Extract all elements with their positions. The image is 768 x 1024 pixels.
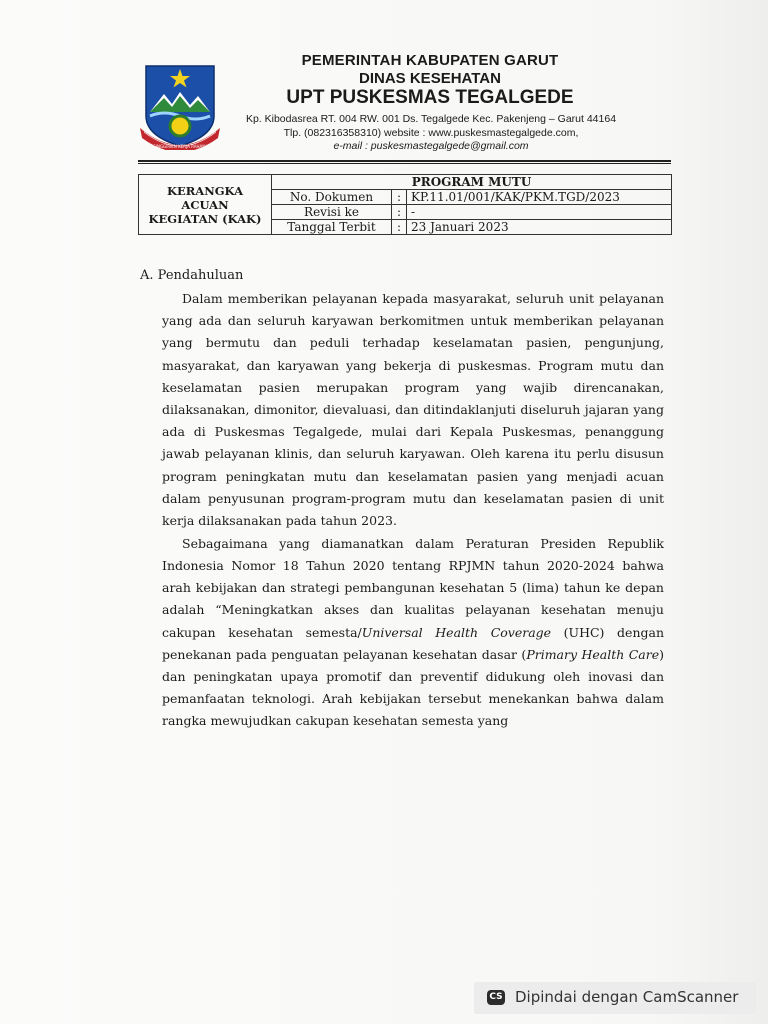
camscanner-watermark [474,982,756,1014]
row-value-issue-date: 23 Januari 2023 [407,220,672,235]
row-colon: : [392,190,407,205]
letterhead-institution: UPT PUSKESMAS TEGALGEDE [286,87,574,108]
kak-title-line: KERANGKA [166,183,244,198]
row-value-document-number: KP.11.01/001/KAK/PKM.TGD/2023 [407,190,672,205]
camscanner-icon: CS [487,990,505,1005]
letterhead-department: DINAS KESEHATAN [359,70,501,87]
row-label: No. Dokumen [272,190,392,205]
section-heading: A. Pendahuluan [140,268,244,283]
paragraph-2-italic: Universal Health Coverage [361,624,552,640]
paragraph-2 [162,533,664,733]
logo-motto: GINGGIRIEN KERJA RAHAYU [152,144,208,149]
row-colon: : [392,220,407,235]
section-body [162,288,664,733]
garut-regency-emblem-icon [138,58,222,150]
letterhead-address: Kp. Kibodasrea RT. 004 RW. 001 Ds. Tegalgede Kec. Pakenjeng – Garut 44164 [245,113,617,125]
letterhead-email: e-mail : puskesmastegalgede@gmail.com [333,140,529,152]
kak-title-cell [139,175,272,235]
letterhead-contact [226,113,636,154]
paragraph-2-text: (UHC) dengan penekanan pada penguatan pelayanan kesehatan dasar ( [162,624,664,662]
paragraph-2-text: Sebagaimana yang diamanatkan dalam Peraturan Presiden Republik Indonesia Nomor 18 Tahun 2020 tentang RPJMN tahun 2020-2024 bahwa arah kebijakan dan strategi pembangunan kesehatan 5 (lima) tahun ke depan adalah “Meningkatkan akses dan kualitas pelayanan kesehatan menuju cakupan kesehatan semesta/ [162,535,664,640]
document-control-table [138,174,672,235]
kak-title-line: ACUAN [181,197,229,212]
program-title: PROGRAM MUTU [272,175,672,190]
paragraph-1: Dalam memberikan pelayanan kepada masyarakat, seluruh unit pelayanan yang ada dan seluruh karyawan berkomitmen untuk memberikan pelayanan yang bermutu dan peduli terhadap keselamatan pasien, pengunjung, masyarakat, dan karyawan yang bekerja di puskesmas. Program mutu dan keselamatan pasien merupakan program yang wajib direncanakan, dilaksanakan, dimonitor, dievaluasi, dan ditindaklanjuti diseluruh jajaran yang ada di Puskesmas Tegalgede, mulai dari Kepala Puskesmas, penanggung jawab pelayanan klinis, dan seluruh karyawan. Oleh karena itu perlu disusun program peningkatan mutu dan keselamatan pasien yang menjadi acuan dalam penyusunan program-program mutu dan keselamatan pasien di unit kerja dilaksanakan pada tahun 2023. [162,291,664,529]
letterhead-government: PEMERINTAH KABUPATEN GARUT [301,52,559,69]
row-value-revision: - [407,205,672,220]
letterhead-phone-website: Tlp. (082316358310) website : www.puskesmastegalgede.com, [283,126,579,139]
row-label: Revisi ke [272,205,392,220]
paragraph-2-italic: Primary Health Care [526,646,660,662]
camscanner-text: Dipindai dengan CamScanner [515,988,739,1006]
letterhead-rule-thin [138,163,671,164]
letterhead-rule-thick [138,160,671,162]
row-colon: : [392,205,407,220]
paragraph-2-text: ) dan peningkatan upaya promotif dan preventif didukung oleh inovasi dan pemanfaatan teknologi. Arah kebijakan tersebut menekankan bahwa dalam rangka mewujudkan cakupan kesehatan semesta yang [162,646,665,729]
kak-title-line: KEGIATAN (KAK) [148,211,262,226]
row-label: Tanggal Terbit [272,220,392,235]
